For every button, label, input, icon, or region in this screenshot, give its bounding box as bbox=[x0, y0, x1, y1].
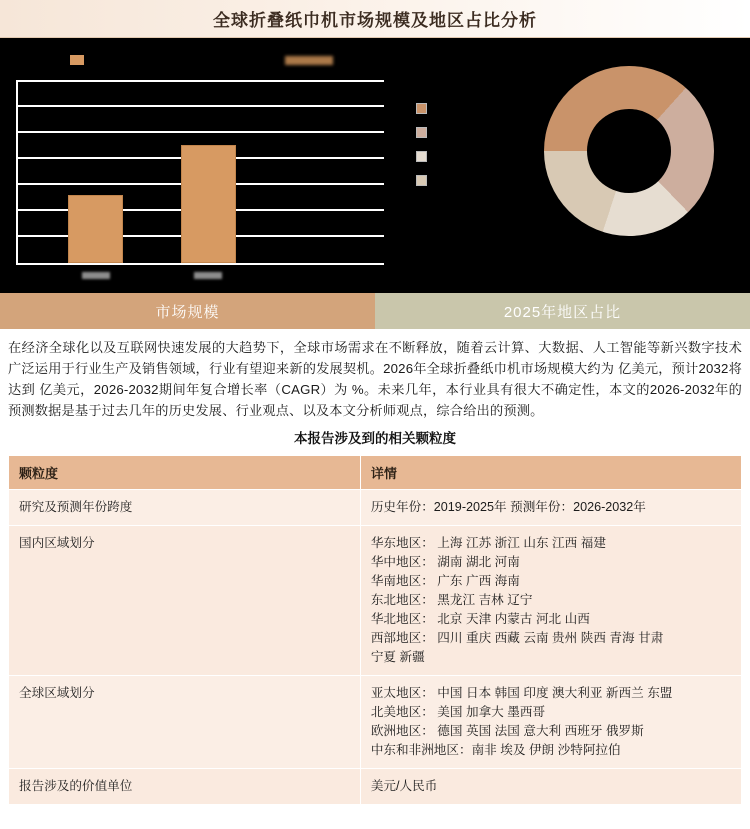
detail-line: 北美地区： 美国 加拿大 墨西哥 bbox=[370, 705, 546, 719]
bar-series-1 bbox=[68, 195, 123, 263]
donut-chart bbox=[410, 38, 750, 293]
legend-item bbox=[416, 168, 450, 192]
gridline bbox=[16, 80, 384, 82]
detail-line: 西部地区： 四川 重庆 西藏 云南 贵州 陕西 青海 甘肃 bbox=[370, 631, 664, 645]
row-detail bbox=[360, 490, 741, 526]
bar-series-2 bbox=[181, 145, 236, 263]
detail-line: 历史年份：2019-2025年 预测年份：2026-2032年 bbox=[370, 500, 646, 514]
gridline bbox=[16, 105, 384, 107]
row-label: 报告涉及的价值单位 bbox=[9, 769, 361, 805]
table-row bbox=[9, 676, 742, 769]
legend-swatch-slice-3 bbox=[416, 151, 427, 162]
x-tick-label-redacted bbox=[194, 272, 222, 279]
row-detail bbox=[360, 769, 741, 805]
page-title: 全球折叠纸巾机市场规模及地区占比分析 bbox=[213, 11, 537, 30]
detail-line: 中东和非洲地区：南非 埃及 伊朗 沙特阿拉伯 bbox=[370, 743, 621, 757]
legend-swatch-slice-4 bbox=[416, 175, 427, 186]
column-header-granularity: 颗粒度 bbox=[9, 456, 361, 490]
donut-chart-legend bbox=[416, 96, 450, 192]
row-label: 研究及预测年份跨度 bbox=[9, 490, 361, 526]
legend-swatch-series-1 bbox=[70, 55, 84, 65]
detail-line: 华中地区： 湖南 湖北 河南 bbox=[370, 555, 520, 569]
detail-line: 东北地区： 黑龙江 吉林 辽宁 bbox=[370, 593, 533, 607]
row-label: 全球区域划分 bbox=[9, 676, 361, 769]
detail-line: 亚太地区： 中国 日本 韩国 印度 澳大利亚 新西兰 东盟 bbox=[370, 686, 673, 700]
gridline bbox=[16, 131, 384, 133]
donut-ring bbox=[544, 66, 714, 236]
bar-chart-plot bbox=[16, 80, 384, 265]
page-header bbox=[0, 0, 750, 38]
granularity-subtitle: 本报告涉及到的相关颗粒度 bbox=[294, 431, 456, 446]
table-row bbox=[9, 526, 742, 676]
table-header-row bbox=[9, 456, 742, 490]
summary-paragraph: 在经济全球化以及互联网快速发展的大趋势下，全球市场需求在不断释放，随着云计算、大数据、人工智能等新兴数字技术广泛运用于行业生产及销售领域，行业有望迎来新的发展契机。2026年全球折叠纸巾机市场规模大约为 亿美元，预计2032将达到 亿美元，2026-2032期间年复合增长率（CAGR）为 %。未来几年，本行业具有很大不确定性，本文的2026-2032年的预测数据是基于过去几年的历史发展、行业观点、以及本文分析师观点，综合给出的预测。 bbox=[8, 340, 742, 418]
legend-swatch-slice-2 bbox=[416, 127, 427, 138]
section-tabbar bbox=[0, 293, 750, 329]
tab-market-size[interactable]: 市场规模 bbox=[0, 293, 375, 329]
table-row bbox=[9, 769, 742, 805]
detail-line: 华东地区： 上海 江苏 浙江 山东 江西 福建 bbox=[370, 536, 606, 550]
legend-item bbox=[416, 120, 450, 144]
row-label: 国内区域划分 bbox=[9, 526, 361, 676]
donut-graphic bbox=[544, 66, 714, 236]
table-row bbox=[9, 490, 742, 526]
row-detail bbox=[360, 526, 741, 676]
y-axis bbox=[16, 80, 18, 265]
detail-line: 欧洲地区： 德国 英国 法国 意大利 西班牙 俄罗斯 bbox=[370, 724, 644, 738]
detail-line: 宁夏 新疆 bbox=[370, 650, 425, 664]
tab-regional-share[interactable]: 2025年地区占比 bbox=[375, 293, 750, 329]
row-detail bbox=[360, 676, 741, 769]
legend-item bbox=[416, 144, 450, 168]
x-tick-label-redacted bbox=[82, 272, 110, 279]
bar-chart-legend bbox=[30, 50, 400, 70]
column-header-detail: 详情 bbox=[360, 456, 741, 490]
legend-item bbox=[416, 96, 450, 120]
detail-line: 华南地区： 广东 广西 海南 bbox=[370, 574, 520, 588]
legend-label-series-2-redacted bbox=[285, 56, 333, 65]
bar-chart bbox=[0, 38, 410, 293]
granularity-table bbox=[8, 455, 742, 805]
x-axis bbox=[16, 263, 384, 265]
detail-line: 华北地区： 北京 天津 内蒙古 河北 山西 bbox=[370, 612, 590, 626]
charts-panel bbox=[0, 38, 750, 293]
detail-line: 美元/人民币 bbox=[370, 779, 438, 793]
legend-swatch-slice-1 bbox=[416, 103, 427, 114]
